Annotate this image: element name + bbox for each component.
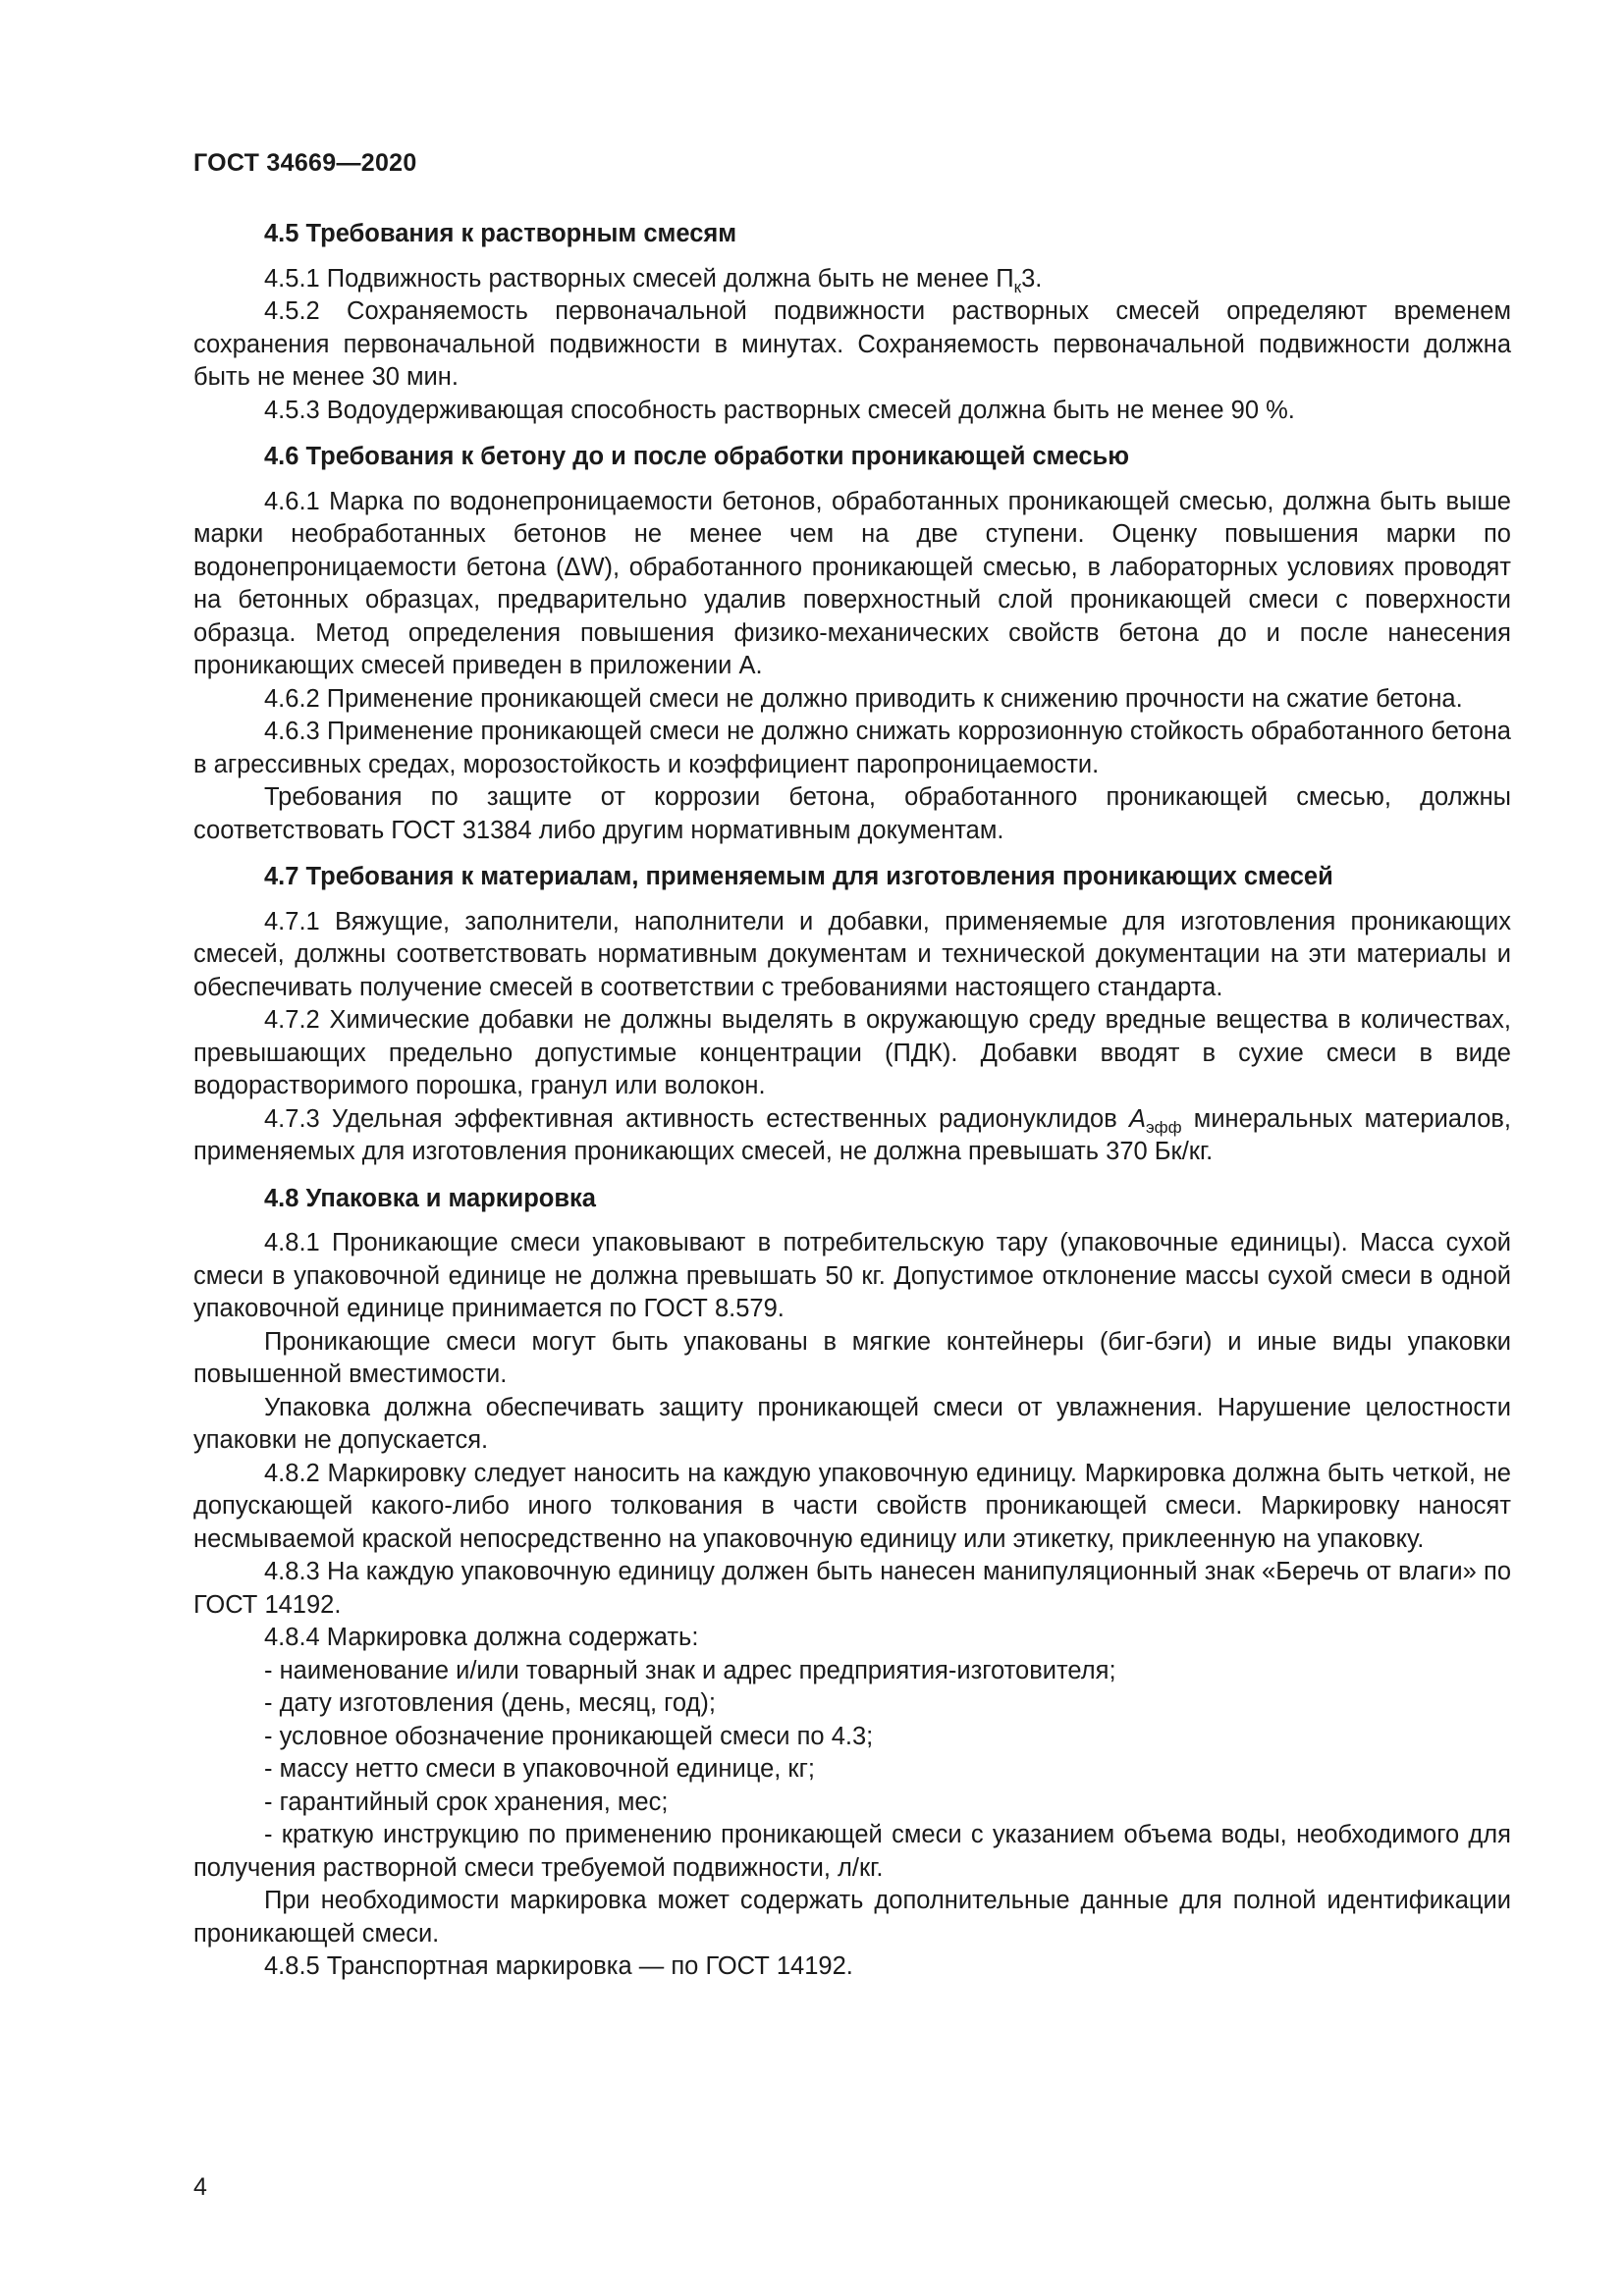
- paragraph-4-8-5: 4.8.5 Транспортная маркировка — по ГОСТ 14192.: [264, 1952, 853, 1980]
- section-4-6: [193, 441, 1511, 847]
- paragraph-text: 4.5.1 Подвижность растворных смесей должна быть не менее П: [264, 264, 1014, 293]
- list-item: - условное обозначение проникающей смеси по 4.3;: [264, 1722, 874, 1750]
- paragraph-4-7-3: [193, 1103, 1511, 1169]
- section-heading: 4.7 Требования к материалам, применяемым для изготовления проникающих смесей: [264, 863, 1333, 890]
- paragraph-corrosion: Требования по защите от коррозии бетона, обработанного проникающей смесью, должны соответствовать ГОСТ 31384 либо другим нормативным документам.: [193, 783, 1511, 844]
- paragraph-4-6-1: 4.6.1 Марка по водонепроницаемости бетонов, обработанных проникающей смесью, должна быть выше марки необработанных бетонов не менее чем на две ступени. Оценку повышения марки по водонепроницаемости бетона (ΔW), обработанного проникающей смесью, в лабораторных условиях проводят на бетонных образцах, предварительно удалив поверхностный слой проникающей смеси с поверхности образца. Метод определения повышения физико-механических свойств бетона до и после нанесения проникающих смесей приведен в приложении А.: [193, 487, 1511, 679]
- symbol: А: [1128, 1104, 1146, 1133]
- paragraph-4-8-4: 4.8.4 Маркировка должна содержать:: [264, 1624, 699, 1651]
- page-number: 4: [193, 2173, 207, 2201]
- paragraph-4-5-3: 4.5.3 Водоудерживающая способность растворных смесей должна быть не менее 90 %.: [264, 396, 1295, 424]
- paragraph-4-6-2: 4.6.2 Применение проникающей смеси не должно приводить к снижению прочности на сжатие бетона.: [264, 684, 1463, 713]
- section-4-7: [193, 861, 1511, 1169]
- paragraph-4-7-1: 4.7.1 Вяжущие, заполнители, наполнители и добавки, применяемые для изготовления проникающих смесей, должны соответствовать нормативным документам и технической документации на эти материалы и обеспечивать получение смесей в соответствии с требованиями настоящего стандарта.: [193, 907, 1511, 1001]
- paragraph-4-8-1: 4.8.1 Проникающие смеси упаковывают в потребительскую тару (упаковочные единицы). Масса сухой смеси в упаковочной единице не должна превышать 50 кг. Допустимое отклонение массы сухой смеси в одной упаковочной единице принимается по ГОСТ 8.579.: [193, 1229, 1511, 1322]
- paragraph-text: минеральных материалов, применяемых для изготовления проникающих смесей, не должна превышать 370 Бк/кг.: [193, 1104, 1512, 1165]
- section-heading: 4.6 Требования к бетону до и после обработки проникающей смесью: [264, 443, 1129, 470]
- paragraph-4-8-2: 4.8.2 Маркировку следует наносить на каждую упаковочную единицу. Маркировка должна быть четкой, не допускающей какого-либо иного толкования в части свойств проникающей смеси. Маркировку наносят несмываемой краской непосредственно на упаковочную единицу или этикетку, приклеенную на упаковку.: [193, 1459, 1511, 1553]
- paragraph-4-6-3: 4.6.3 Применение проникающей смеси не должно снижать коррозионную стойкость обработанного бетона в агрессивных средах, морозостойкость и коэффициент паропроницаемости.: [193, 718, 1511, 778]
- list-item: - наименование и/или товарный знак и адрес предприятия-изготовителя;: [264, 1656, 1116, 1684]
- paragraph-big-bags: Проникающие смеси могут быть упакованы в мягкие контейнеры (биг-бэги) и иные виды упаковки повышенной вместимости.: [193, 1327, 1511, 1388]
- section-4-5: [193, 218, 1511, 427]
- paragraph-text: 3.: [1021, 264, 1043, 293]
- paragraph-4-7-2: 4.7.2 Химические добавки не должны выделять в окружающую среду вредные вещества в количествах, превышающих предельно допустимые концентрации (ПДК). Добавки вводят в сухие смеси в виде водорастворимого порошка, гранул или волокон.: [193, 1006, 1511, 1099]
- subscript: к: [1013, 277, 1022, 296]
- paragraph-4-5-1: [193, 263, 1511, 296]
- document-header: ГОСТ 34669—2020: [193, 149, 417, 177]
- section-heading: 4.5 Требования к растворным смесям: [264, 220, 737, 247]
- subscript: эфф: [1145, 1117, 1182, 1137]
- paragraph-additional-data: При необходимости маркировка может содержать дополнительные данные для полной идентификации проникающей смеси.: [193, 1887, 1511, 1948]
- paragraph-4-8-3: 4.8.3 На каждую упаковочную единицу должен быть нанесен манипуляционный знак «Беречь от влаги» по ГОСТ 14192.: [193, 1558, 1511, 1619]
- section-4-8: [193, 1183, 1511, 1984]
- document-body: [193, 218, 1511, 1984]
- paragraph-packaging-protection: Упаковка должна обеспечивать защиту проникающей смеси от увлажнения. Нарушение целостности упаковки не допускается.: [193, 1393, 1511, 1454]
- list-item: - массу нетто смеси в упаковочной единице, кг;: [264, 1755, 815, 1783]
- list-item: - дату изготовления (день, месяц, год);: [264, 1689, 716, 1717]
- list-item: - краткую инструкцию по применению проникающей смеси с указанием объема воды, необходимого для получения растворной смеси требуемой подвижности, л/кг.: [193, 1821, 1511, 1882]
- paragraph-text: 4.7.3 Удельная эффективная активность естественных радионуклидов: [264, 1104, 1129, 1133]
- section-heading: 4.8 Упаковка и маркировка: [264, 1184, 596, 1212]
- list-item: - гарантийный срок хранения, мес;: [264, 1788, 669, 1816]
- paragraph-4-5-2: 4.5.2 Сохраняемость первоначальной подвижности растворных смесей определяют временем сохранения первоначальной подвижности в минутах. Сохраняемость первоначальной подвижности должна быть не менее 30 мин.: [193, 297, 1511, 391]
